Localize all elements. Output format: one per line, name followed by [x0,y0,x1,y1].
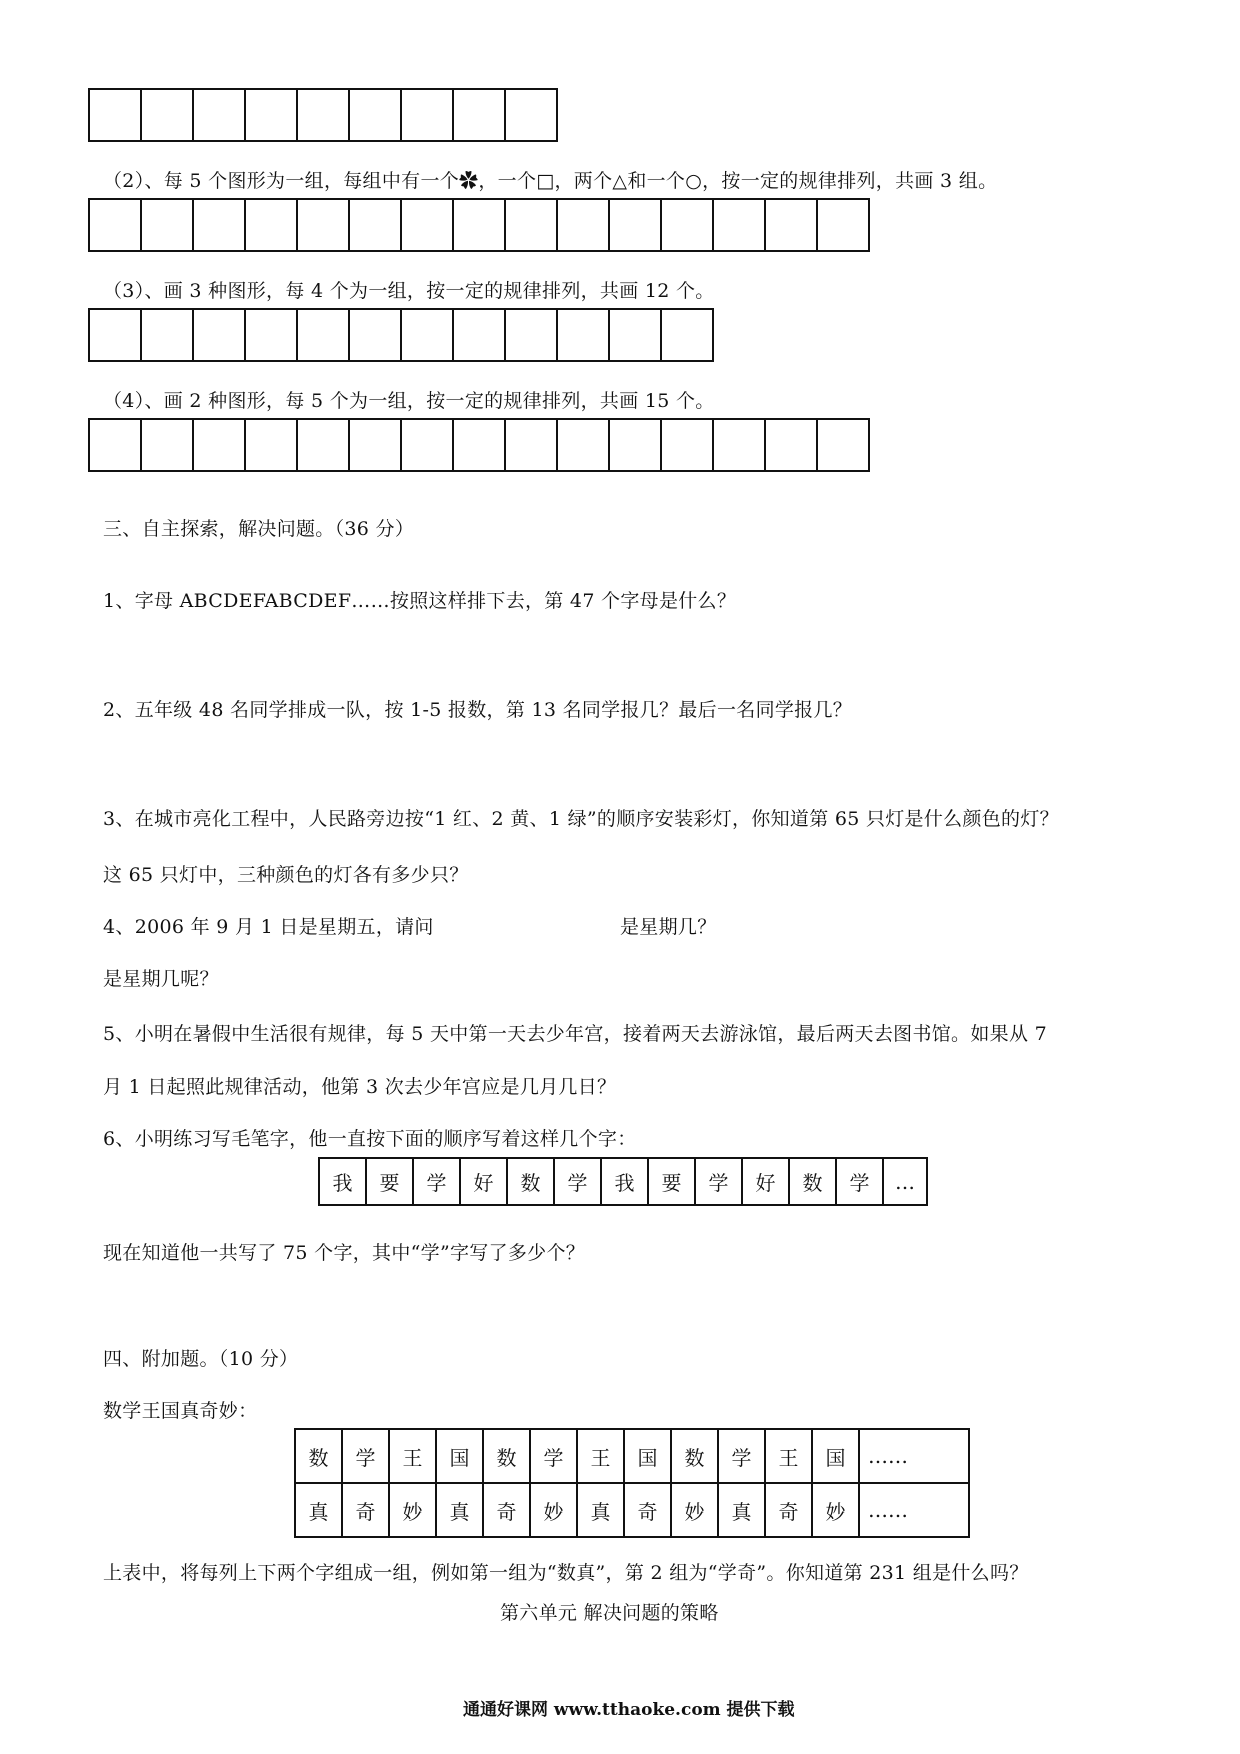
grid-1-cell [453,89,505,141]
grid-1-cell [401,89,453,141]
section-3-heading: 三、自主探索，解决问题。（36 分） [103,518,415,540]
problem-4-line-1b: 是星期几？ [620,916,717,938]
grid-2-cell [401,199,453,251]
problem-3-line-1: 3、在城市亮化工程中，人民路旁边按“1 红、2 黄、1 绿”的顺序安装彩灯，你知道第 65 只灯是什么颜色的灯？ [103,808,1059,830]
grid-2-cell [245,199,297,251]
problem-1: 1、字母 ABCDEFABCDEF……按照这样排下去，第 47 个字母是什么？ [103,590,737,612]
bottom-row-cell: 妙 [389,1483,436,1537]
grid-4-cell [609,419,661,471]
problem-6: 6、小明练习写毛笔字，他一直按下面的顺序写着这样几个字： [103,1128,637,1150]
top-row-cell: 学 [718,1429,765,1483]
grid-3-cell [401,309,453,361]
grid-4-cell [713,419,765,471]
bottom-row-cell: 妙 [530,1483,577,1537]
grid-4-cell [401,419,453,471]
grid-2-cell [765,199,817,251]
grid-3-cell [193,309,245,361]
character-cell: 学 [554,1158,601,1205]
footer-credit: 通通好课网 www.tthaoke.com 提供下载 [463,1700,795,1720]
top-row-cell: 数 [295,1429,342,1483]
character-cell: 好 [460,1158,507,1205]
grid-4-cell [557,419,609,471]
top-row-cell: 数 [483,1429,530,1483]
bottom-row-cell: …… [859,1483,969,1537]
problem-4-line-2: 是星期几呢？ [103,968,219,990]
grid-2-cell [89,199,141,251]
section-4-heading: 四、附加题。（10 分） [103,1348,299,1370]
top-row-cell: 王 [765,1429,812,1483]
grid-3-cell [453,309,505,361]
grid-2-cell [453,199,505,251]
grid-2-cell [557,199,609,251]
grid-1-cell [141,89,193,141]
grid-4-cell [817,419,869,471]
grid-3-cell [245,309,297,361]
top-row-cell: 国 [436,1429,483,1483]
grid-2-cell [193,199,245,251]
top-row-cell: 国 [812,1429,859,1483]
problem-2: 2、五年级 48 名同学排成一队，按 1-5 报数，第 13 名同学报几？最后一名同学报几？ [103,699,853,721]
bottom-row-cell: 奇 [483,1483,530,1537]
grid-4-cell [193,419,245,471]
grid-2-cell [661,199,713,251]
question-2-4: （3）、画 3 种图形，每 4 个为一组，按一定的规律排列，共画 12 个。 [103,280,715,302]
character-cell: 要 [366,1158,413,1205]
top-row-cell: 王 [389,1429,436,1483]
grid-3-cell [661,309,713,361]
grid-3-cell [89,309,141,361]
drawing-grid-2 [88,198,870,252]
bottom-row-cell: 妙 [812,1483,859,1537]
bottom-row-cell: 奇 [342,1483,389,1537]
grid-2-cell [297,199,349,251]
grid-3-cell [141,309,193,361]
character-cell: 我 [319,1158,366,1205]
grid-3-cell [609,309,661,361]
question-2-3: （2）、每 5 个图形为一组，每组中有一个✿，一个□，两个△和一个○，按一定的规律排列，共画 3 组。 [103,170,998,192]
top-row-cell: 国 [624,1429,671,1483]
grid-4-cell [297,419,349,471]
grid-1-cell [349,89,401,141]
grid-1-cell [193,89,245,141]
character-cell: 学 [836,1158,883,1205]
question-2-5: （4）、画 2 种图形，每 5 个为一组，按一定的规律排列，共画 15 个。 [103,390,715,412]
character-cell: … [883,1158,927,1205]
grid-4-cell [89,419,141,471]
top-row-cell: …… [859,1429,969,1483]
problem-6-question: 现在知道他一共写了 75 个字，其中“学”字写了多少个？ [103,1242,586,1264]
top-row-cell: 数 [671,1429,718,1483]
bottom-row-cell: 奇 [765,1483,812,1537]
bottom-row-cell: 真 [436,1483,483,1537]
grid-3-cell [349,309,401,361]
extra-intro: 数学王国真奇妙： [103,1400,258,1422]
problem-4-line-1a: 4、2006 年 9 月 1 日是星期五，请问 [103,916,434,938]
grid-4-cell [141,419,193,471]
problem-5-line-1: 5、小明在暑假中生活很有规律，每 5 天中第一天去少年宫，接着两天去游泳馆，最后两天去图书馆。如果从 7 [103,1023,1047,1045]
problem-5-line-2: 月 1 日起照此规律活动，他第 3 次去少年宫应是几月几日？ [103,1076,617,1098]
grid-2-cell [349,199,401,251]
grid-4-cell [349,419,401,471]
grid-2-cell [141,199,193,251]
problem-3-line-2: 这 65 只灯中，三种颜色的灯各有多少只？ [103,864,469,886]
grid-2-cell [713,199,765,251]
drawing-grid-4 [88,418,870,472]
grid-1-cell [245,89,297,141]
character-cell: 好 [742,1158,789,1205]
grid-4-cell [661,419,713,471]
unit-title: 第六单元 解决问题的策略 [500,1602,719,1624]
grid-4-cell [505,419,557,471]
top-row-cell: 学 [342,1429,389,1483]
extra-question: 上表中，将每列上下两个字组成一组，例如第一组为“数真”，第 2 组为“学奇”。你知道第 231 组是什么吗？ [103,1562,1029,1584]
grid-2-cell [505,199,557,251]
bottom-row-cell: 妙 [671,1483,718,1537]
drawing-grid-1 [88,88,558,142]
top-row-cell: 王 [577,1429,624,1483]
grid-3-cell [557,309,609,361]
character-cell: 要 [648,1158,695,1205]
top-row-cell: 学 [530,1429,577,1483]
grid-1-cell [505,89,557,141]
grid-4-cell [245,419,297,471]
grid-4-cell [765,419,817,471]
grid-1-cell [297,89,349,141]
bottom-row-cell: 真 [577,1483,624,1537]
grid-1-cell [89,89,141,141]
grid-2-cell [817,199,869,251]
problem-6-character-table [318,1157,928,1206]
grid-4-cell [453,419,505,471]
drawing-grid-3 [88,308,714,362]
grid-3-cell [505,309,557,361]
character-cell: 数 [507,1158,554,1205]
grid-3-cell [297,309,349,361]
bottom-row-cell: 真 [295,1483,342,1537]
character-cell: 学 [695,1158,742,1205]
bottom-row-cell: 奇 [624,1483,671,1537]
character-cell: 数 [789,1158,836,1205]
bottom-row-cell: 真 [718,1483,765,1537]
grid-2-cell [609,199,661,251]
extra-character-table [294,1428,970,1538]
character-cell: 我 [601,1158,648,1205]
character-cell: 学 [413,1158,460,1205]
